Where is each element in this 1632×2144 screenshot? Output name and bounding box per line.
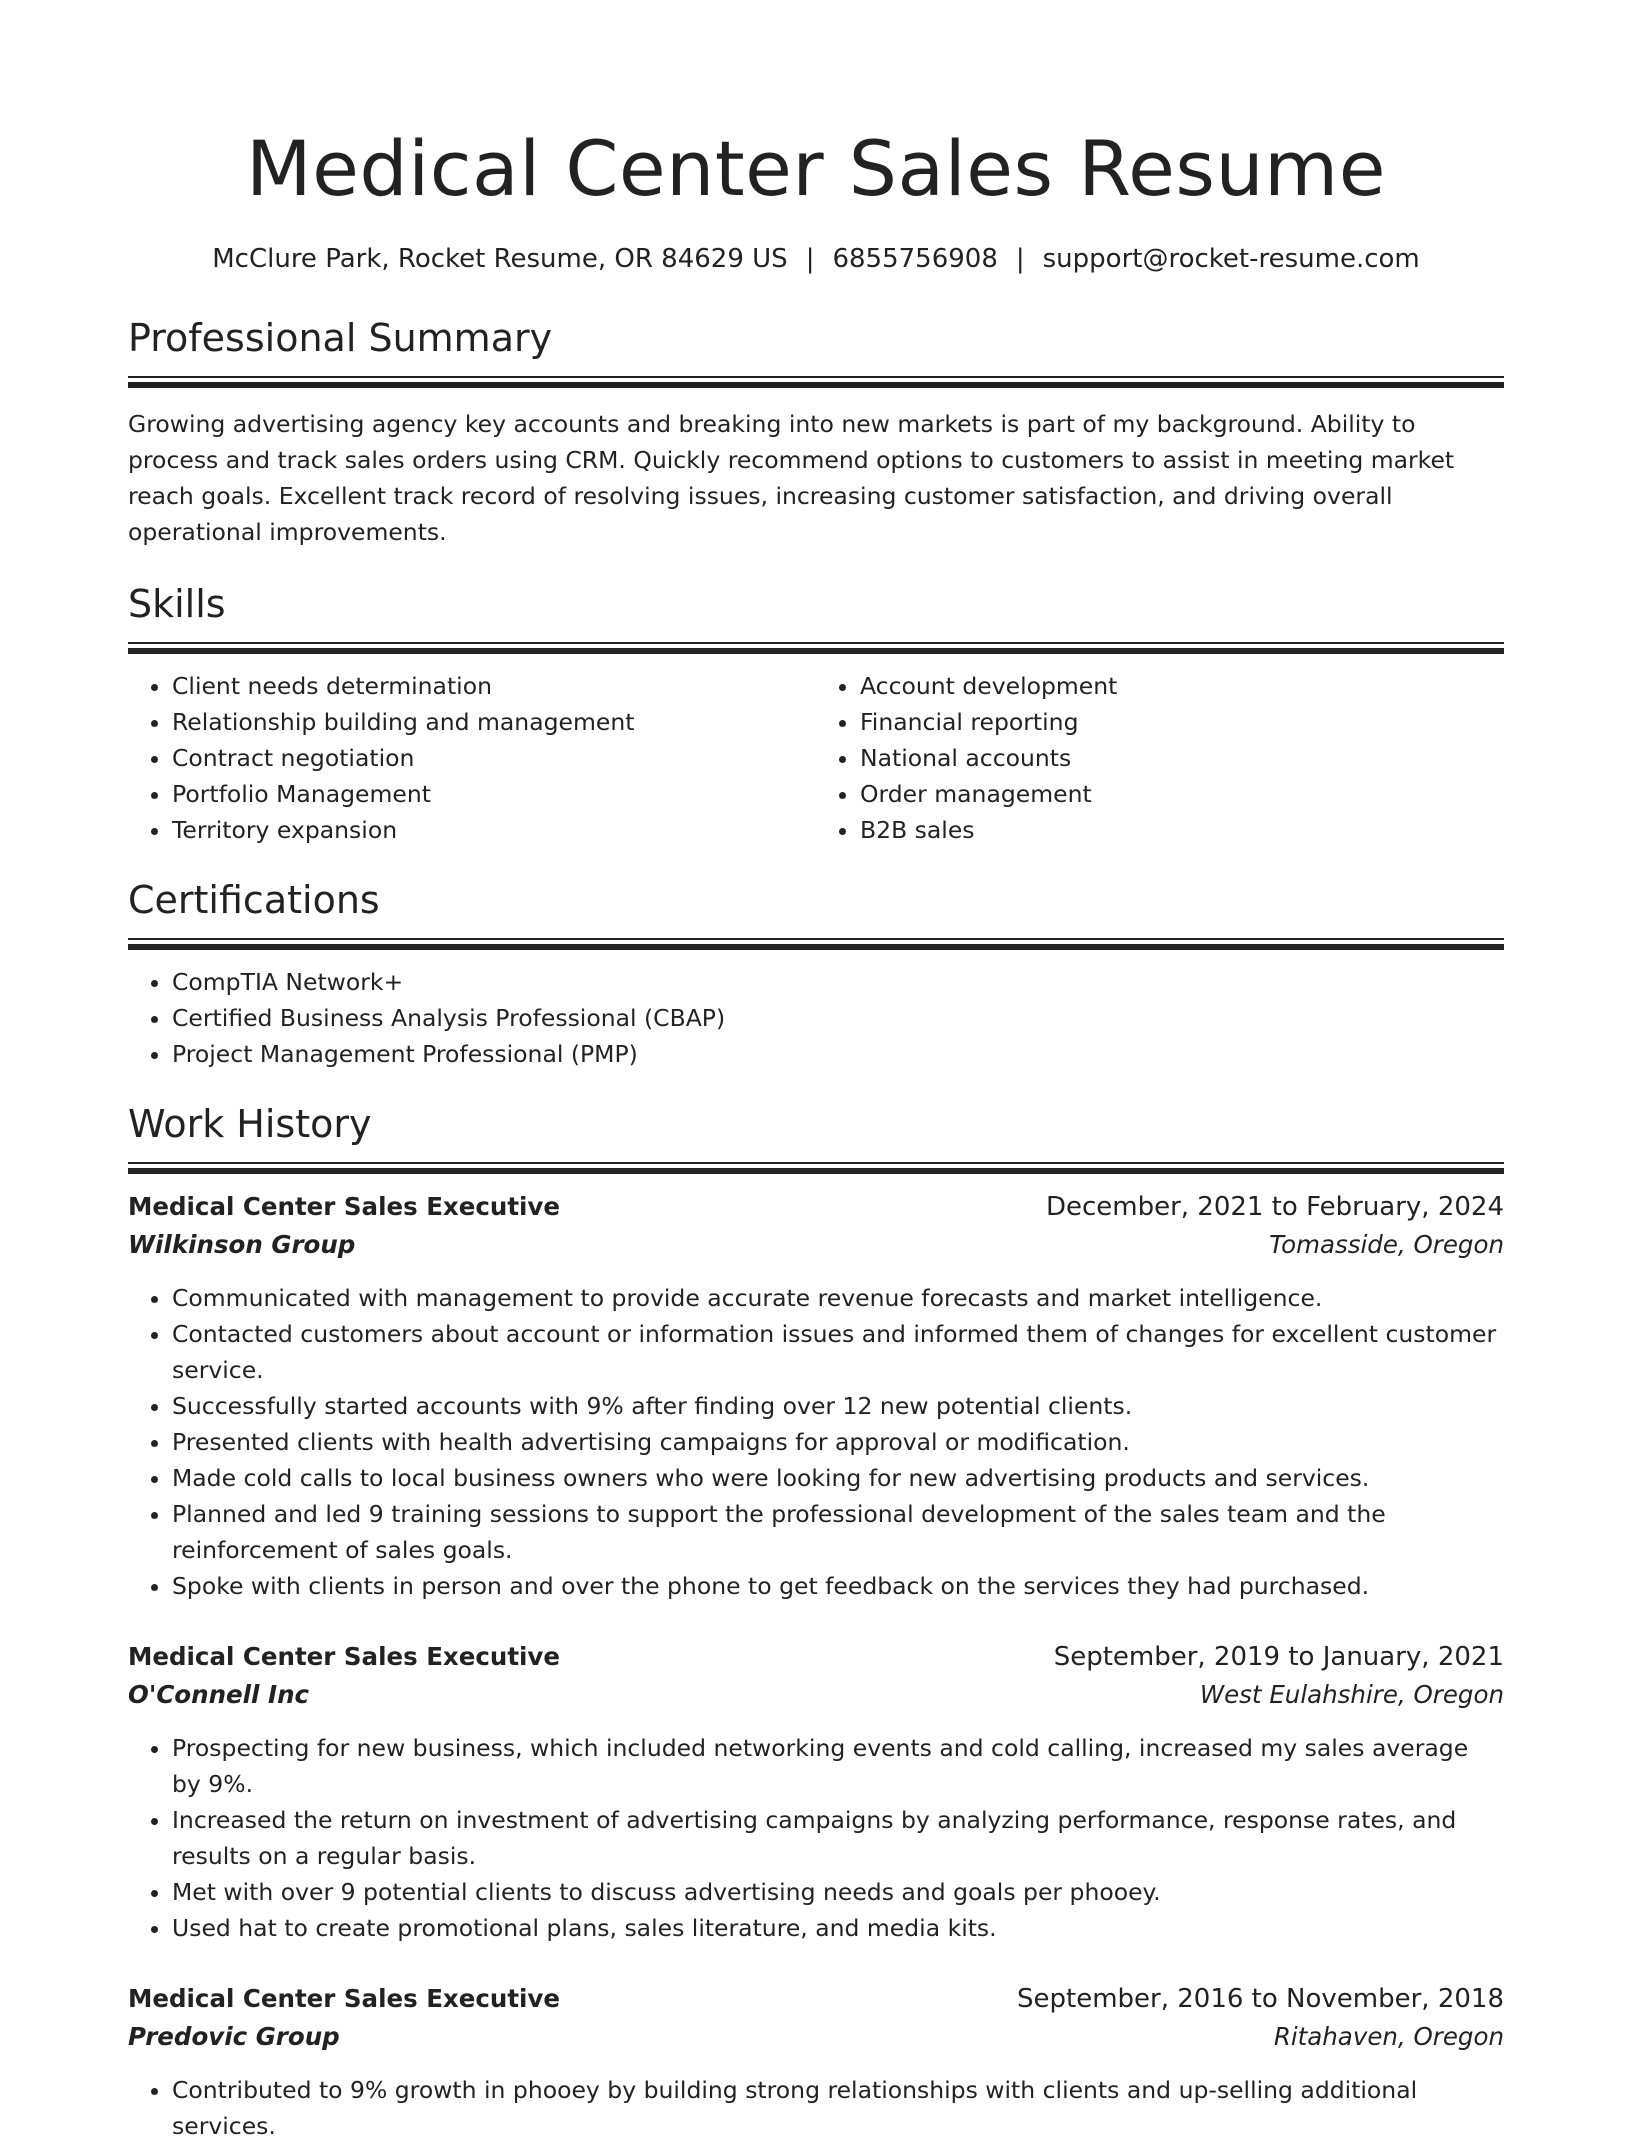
work-history-heading: Work History bbox=[128, 1102, 372, 1146]
job-bullet: • Made cold calls to local business owners who were looking for new advertising products and services. bbox=[172, 1460, 1504, 1496]
job-bullet: • Presented clients with health advertising campaigns for approval or modification. bbox=[172, 1424, 1504, 1460]
skills-heading: Skills bbox=[128, 582, 226, 626]
job-company: Wilkinson Group bbox=[128, 1230, 356, 1259]
job-location: Tomasside, Oregon bbox=[1269, 1230, 1504, 1259]
job-company: O'Connell Inc bbox=[128, 1680, 310, 1709]
job-company: Predovic Group bbox=[128, 2022, 340, 2051]
skill-item: • Order management bbox=[860, 776, 1504, 812]
section-divider bbox=[128, 642, 1504, 654]
job-title: Medical Center Sales Executive bbox=[128, 1642, 561, 1671]
job-bullets bbox=[128, 1280, 1504, 1604]
contact-line bbox=[128, 242, 1504, 276]
certification-item: • Certified Business Analysis Professional (CBAP) bbox=[172, 1000, 1504, 1036]
job-bullet: • Planned and led 9 training sessions to support the professional development of the sales team and the reinforcement of sales goals. bbox=[172, 1496, 1504, 1568]
job-header-row bbox=[128, 1980, 1504, 2018]
job-title: Medical Center Sales Executive bbox=[128, 1192, 561, 1221]
certifications-section bbox=[128, 876, 1504, 1072]
work-history-section bbox=[128, 1100, 1504, 2144]
contact-separator: | bbox=[805, 244, 815, 274]
skill-item: • Relationship building and management bbox=[172, 704, 816, 740]
skill-item: • Contract negotiation bbox=[172, 740, 816, 776]
job-title: Medical Center Sales Executive bbox=[128, 1984, 561, 2013]
job-header-row bbox=[128, 1638, 1504, 1676]
skills-list-left bbox=[128, 668, 816, 848]
contact-separator: | bbox=[1015, 244, 1025, 274]
certifications-heading: Certifications bbox=[128, 878, 380, 922]
contact-phone: 6855756908 bbox=[832, 244, 998, 274]
job-dates: September, 2019 to January, 2021 bbox=[1053, 1642, 1504, 1672]
job-bullet: • Used hat to create promotional plans, sales literature, and media kits. bbox=[172, 1910, 1504, 1946]
job-entry bbox=[128, 1980, 1504, 2144]
skill-item: • Financial reporting bbox=[860, 704, 1504, 740]
job-bullets bbox=[128, 2072, 1504, 2144]
skills-list-right bbox=[816, 668, 1504, 848]
job-bullet: • Contributed to 9% growth in phooey by building strong relationships with clients and up-selling additional services. bbox=[172, 2072, 1504, 2144]
job-bullet: • Prospecting for new business, which included networking events and cold calling, increased my sales average by 9%. bbox=[172, 1730, 1504, 1802]
job-bullet: • Spoke with clients in person and over the phone to get feedback on the services they had purchased. bbox=[172, 1568, 1504, 1604]
skill-item: • Portfolio Management bbox=[172, 776, 816, 812]
job-bullet: • Contacted customers about account or information issues and informed them of changes for excellent customer service. bbox=[172, 1316, 1504, 1388]
skill-item: • National accounts bbox=[860, 740, 1504, 776]
summary-section bbox=[128, 314, 1504, 550]
job-bullet: • Communicated with management to provide accurate revenue forecasts and market intelligence. bbox=[172, 1280, 1504, 1316]
section-divider bbox=[128, 376, 1504, 388]
section-divider bbox=[128, 938, 1504, 950]
skill-item: • B2B sales bbox=[860, 812, 1504, 848]
job-entry bbox=[128, 1188, 1504, 1604]
job-dates: September, 2016 to November, 2018 bbox=[1017, 1984, 1504, 2014]
job-bullet: • Increased the return on investment of advertising campaigns by analyzing performance, response rates, and results on a regular basis. bbox=[172, 1802, 1504, 1874]
section-divider bbox=[128, 1162, 1504, 1174]
skill-item: • Territory expansion bbox=[172, 812, 816, 848]
summary-heading: Professional Summary bbox=[128, 316, 553, 360]
job-bullets bbox=[128, 1730, 1504, 1946]
certification-item: • Project Management Professional (PMP) bbox=[172, 1036, 1504, 1072]
certifications-list bbox=[128, 964, 1504, 1072]
skills-column-right bbox=[816, 668, 1504, 848]
skills-column-left bbox=[128, 668, 816, 848]
job-header-row bbox=[128, 1188, 1504, 1226]
contact-email: support@rocket-resume.com bbox=[1042, 244, 1420, 274]
certification-item: • CompTIA Network+ bbox=[172, 964, 1504, 1000]
skill-item: • Client needs determination bbox=[172, 668, 816, 704]
job-bullet: • Successfully started accounts with 9% after finding over 12 new potential clients. bbox=[172, 1388, 1504, 1424]
job-dates: December, 2021 to February, 2024 bbox=[1045, 1192, 1504, 1222]
skills-section bbox=[128, 580, 1504, 848]
job-company-row bbox=[128, 1226, 1504, 1264]
job-bullet: • Met with over 9 potential clients to discuss advertising needs and goals per phooey. bbox=[172, 1874, 1504, 1910]
job-entry bbox=[128, 1638, 1504, 1946]
job-company-row bbox=[128, 1676, 1504, 1714]
contact-address: McClure Park, Rocket Resume, OR 84629 US bbox=[212, 244, 788, 274]
resume-title: Medical Center Sales Resume bbox=[246, 124, 1386, 213]
job-company-row bbox=[128, 2018, 1504, 2056]
job-location: West Eulahshire, Oregon bbox=[1199, 1680, 1504, 1709]
job-location: Ritahaven, Oregon bbox=[1273, 2022, 1504, 2051]
skill-item: • Account development bbox=[860, 668, 1504, 704]
summary-text: Growing advertising agency key accounts and breaking into new markets is part of my background. Ability to process and track sales orders using CRM. Quickly recommend options to customers to assist in meeting market reach goals. Excellent track record of resolving issues, increasing customer satisfaction, and driving overall operational improvements. bbox=[128, 410, 1455, 546]
skills-columns bbox=[128, 668, 1504, 848]
